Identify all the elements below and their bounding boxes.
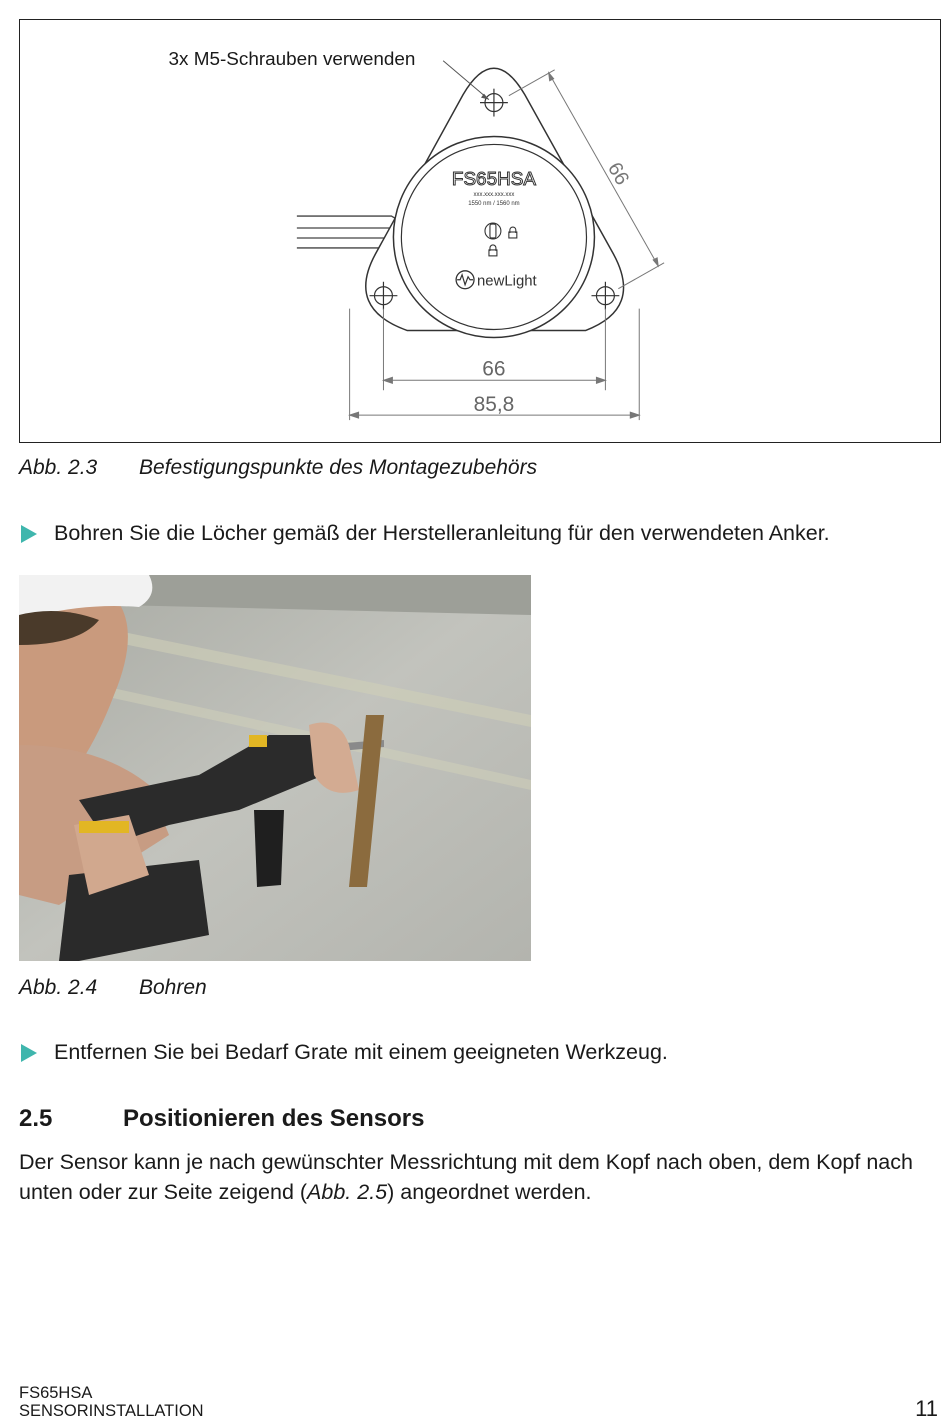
footer-chapter: SENSORINSTALLATION	[19, 1402, 204, 1420]
section-heading	[19, 1105, 424, 1133]
mounting-drawing-svg	[20, 20, 940, 442]
bullet-arrow-icon	[21, 1044, 37, 1062]
screw-callout: 3x M5-Schrauben verwenden	[168, 48, 416, 70]
page-number: 11	[915, 1396, 938, 1421]
caption-number: Abb. 2.4	[19, 976, 98, 999]
figure-caption-2-4	[19, 976, 207, 1000]
device-name-label: FS65HSA	[451, 169, 536, 191]
side-dimension-label: 66	[603, 158, 634, 189]
figure-caption-2-3	[19, 456, 537, 480]
paragraph-text-end: ) angeordnet werden.	[387, 1180, 592, 1204]
device-serial-label: xxx.xxx.xxx.xxx	[473, 192, 515, 199]
page-footer	[19, 1384, 204, 1420]
width-label: 85,8	[473, 393, 515, 417]
drilling-photo-svg	[19, 575, 531, 961]
paragraph-text: Der Sensor kann je nach gewünschter Messrichtung mit dem Kopf nach oben, dem Kopf nach unten oder zur Seite zeigend (	[19, 1150, 913, 1204]
caption-text: Befestigungspunkte des Montagezubehörs	[139, 456, 538, 479]
caption-number: Abb. 2.3	[19, 456, 98, 479]
brand-label: newLight	[477, 272, 537, 290]
mounting-drawing	[19, 19, 941, 443]
step-text: Entfernen Sie bei Bedarf Grate mit einem geeigneten Werkzeug.	[54, 1040, 668, 1064]
step-drill-holes	[19, 521, 830, 546]
drilling-photo	[19, 575, 531, 961]
footer-product: FS65HSA	[19, 1384, 93, 1402]
bullet-arrow-icon	[21, 525, 37, 543]
section-paragraph	[19, 1147, 931, 1207]
figure-reference-link: Abb. 2.5	[307, 1180, 388, 1204]
device-wavelength-label: 1550 nm / 1560 nm	[468, 201, 520, 208]
caption-text: Bohren	[139, 976, 207, 999]
step-text: Bohren Sie die Löcher gemäß der Herstelleranleitung für den verwendeten Anker.	[54, 521, 830, 545]
section-number: 2.5	[19, 1105, 53, 1132]
section-title: Positionieren des Sensors	[123, 1105, 425, 1132]
step-deburr	[19, 1040, 668, 1065]
hole-spacing-label: 66	[482, 357, 506, 381]
